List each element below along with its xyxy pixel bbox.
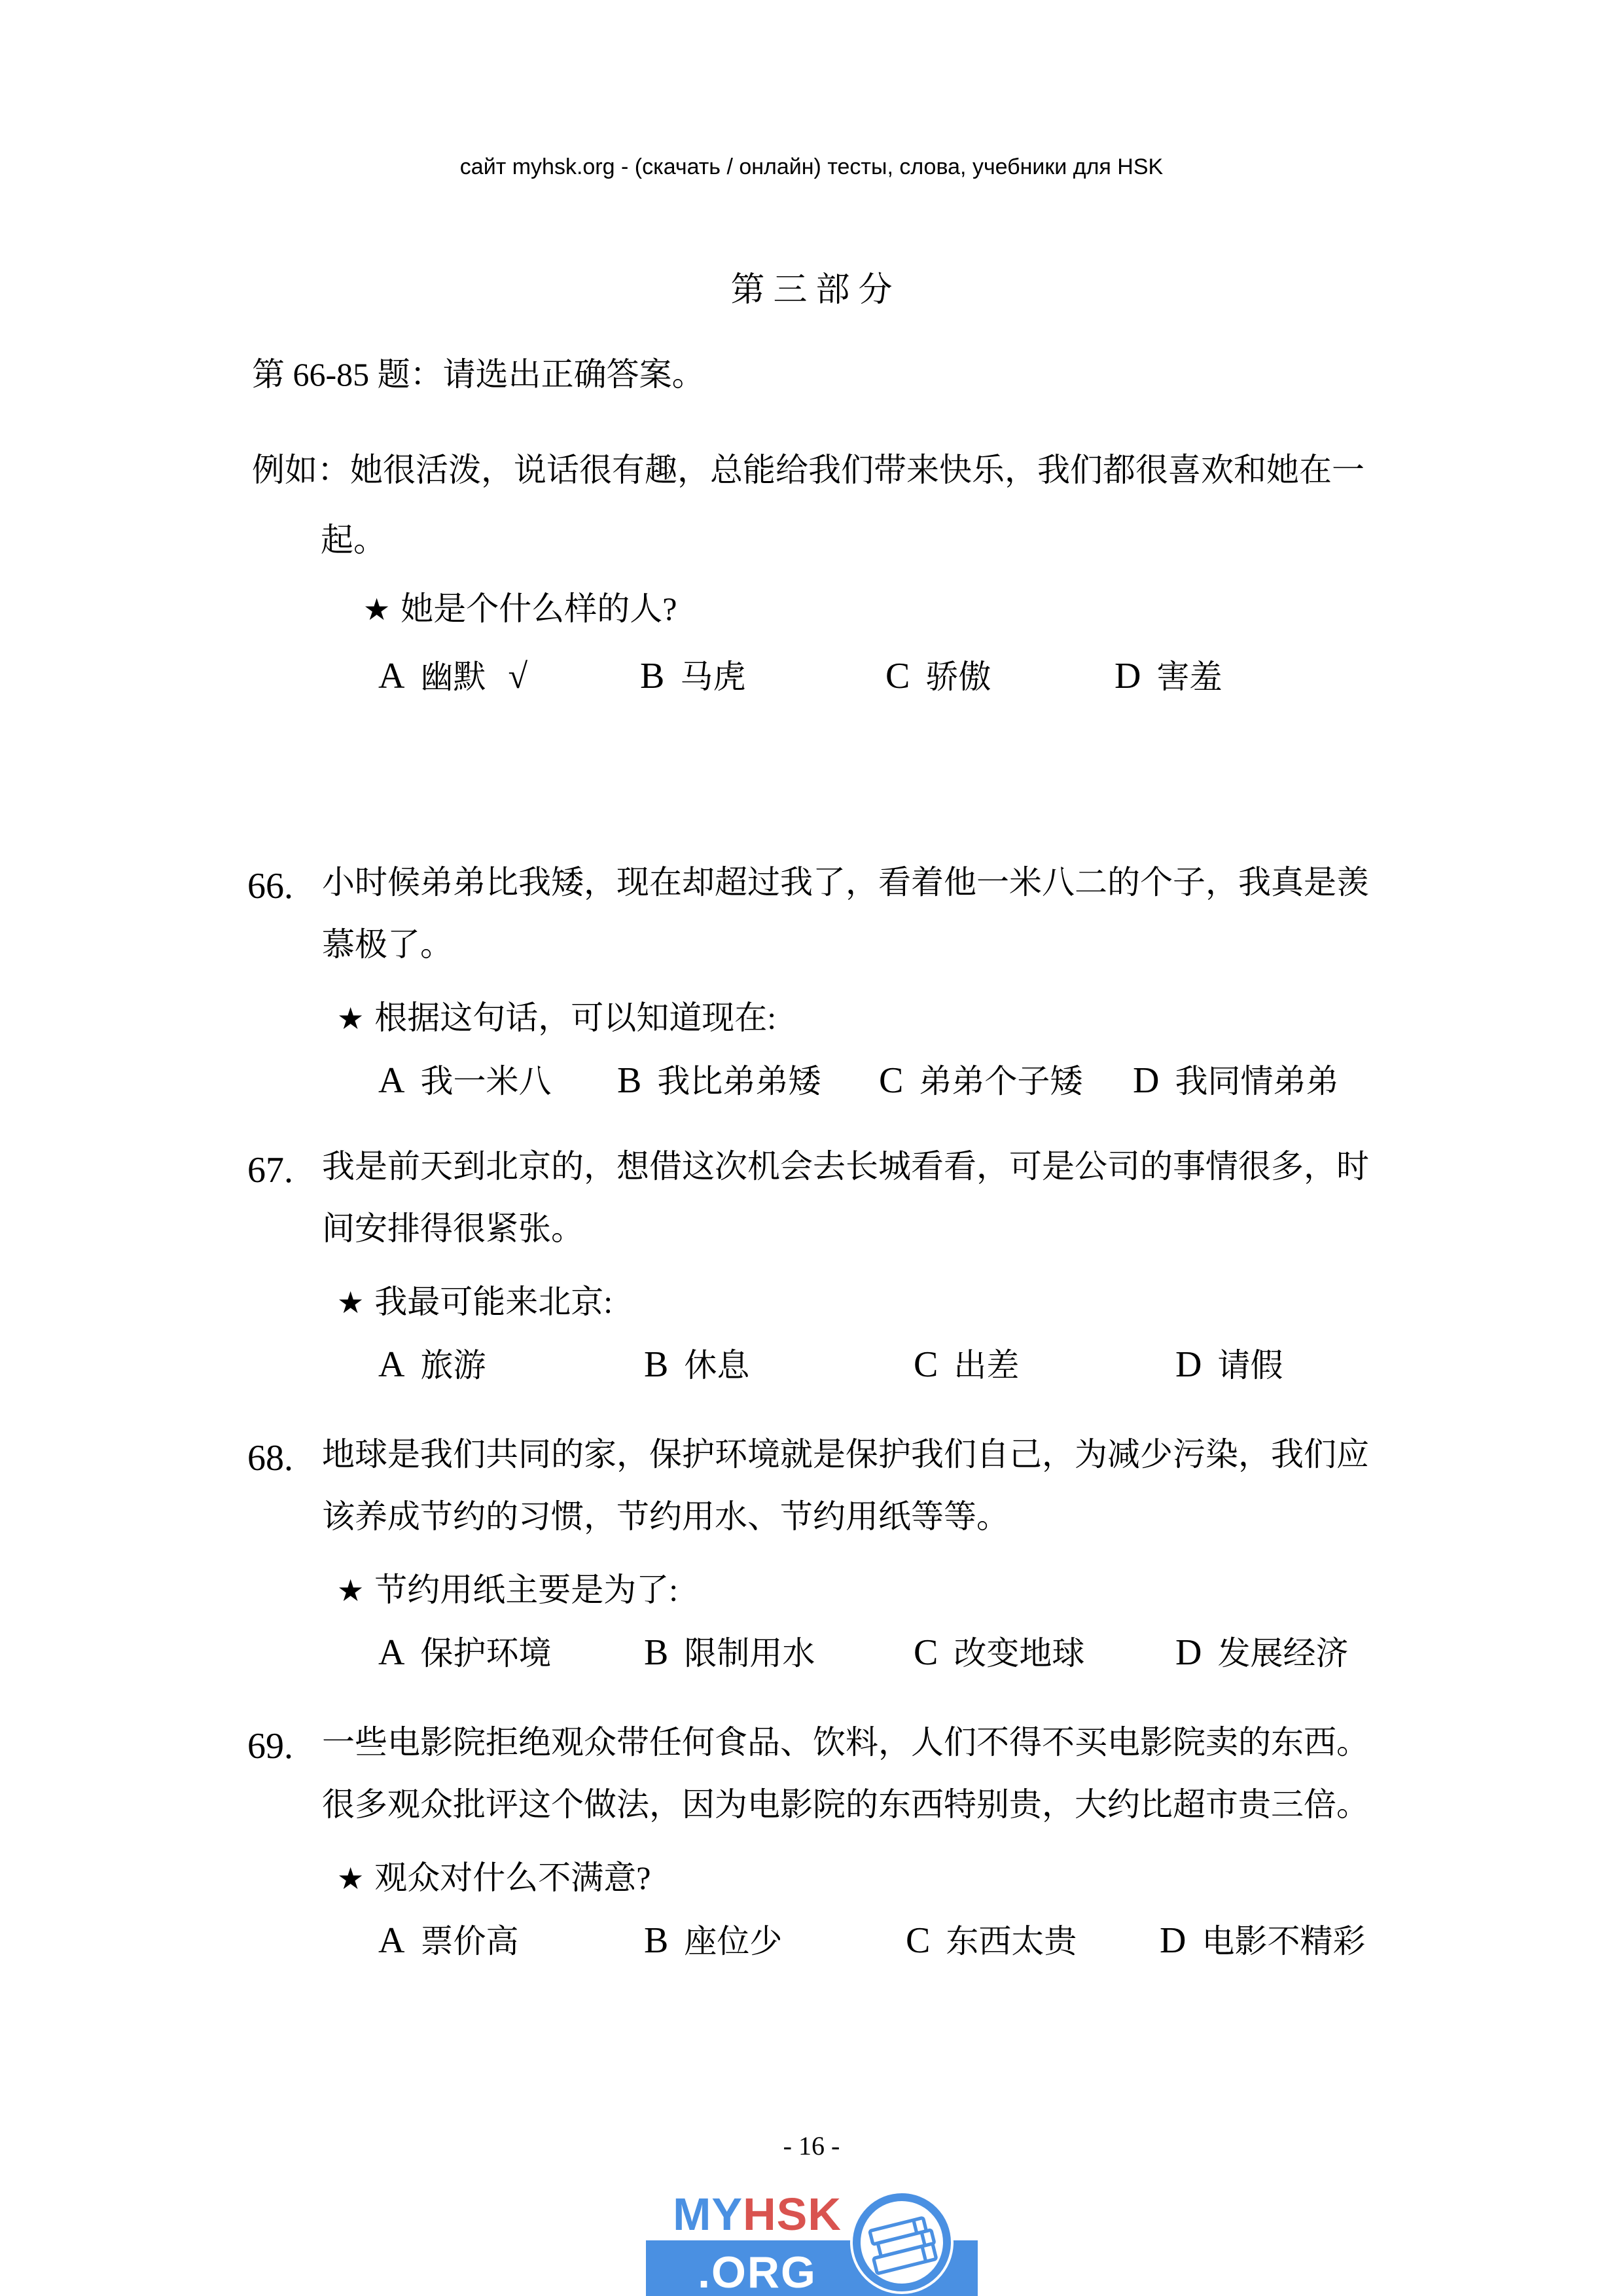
option-letter: D <box>1175 1344 1202 1385</box>
option-letter: A <box>378 1920 405 1961</box>
option-c <box>879 1055 1133 1102</box>
option-c <box>906 1915 1160 1962</box>
option-letter: B <box>617 1060 642 1101</box>
option-text: 我一米八 <box>420 1063 552 1100</box>
option-b <box>644 1339 914 1386</box>
option-letter: A <box>378 1344 405 1385</box>
options-row <box>378 1055 1412 1102</box>
question-number: 69. <box>247 1726 293 1767</box>
example-text-line2: 起。 <box>321 522 386 558</box>
option-text: 休息 <box>684 1347 750 1384</box>
option-b <box>640 651 885 698</box>
option-c <box>885 651 1115 698</box>
sub-question-line <box>337 1276 613 1323</box>
sub-question: 我最可能来北京: <box>374 1283 613 1320</box>
option-text: 座位少 <box>684 1923 783 1960</box>
sub-question-line <box>337 992 776 1039</box>
section-instruction: 第 66-85 题：请选出正确答案。 <box>252 356 705 393</box>
option-letter: A <box>378 1060 405 1101</box>
option-c <box>914 1339 1175 1386</box>
option-d <box>1175 1627 1412 1674</box>
options-row <box>378 1915 1412 1962</box>
options-row <box>378 1627 1412 1674</box>
option-text: 幽默 <box>420 658 486 695</box>
option-text: 请假 <box>1217 1347 1283 1384</box>
option-letter: B <box>640 656 665 696</box>
option-text: 出差 <box>954 1347 1020 1384</box>
question-text-line2: 很多观众批评这个做法，因为电影院的东西特别贵，大约比超市贵三倍。 <box>322 1786 1369 1823</box>
option-text: 骄傲 <box>925 658 991 695</box>
option-a <box>378 1055 617 1102</box>
star-icon: ★ <box>363 593 391 626</box>
option-text: 保护环境 <box>420 1635 552 1672</box>
option-text: 我同情弟弟 <box>1175 1063 1339 1100</box>
example-sub-question: 她是个什么样的人? <box>401 590 677 627</box>
option-letter: D <box>1160 1920 1186 1961</box>
option-d <box>1115 651 1412 698</box>
question-text-line2: 慕极了。 <box>322 926 453 963</box>
example-text-line1: 例如：她很活泼，说话很有趣，总能给我们带来快乐，我们都很喜欢和她在一 <box>252 452 1364 488</box>
star-icon: ★ <box>337 1574 365 1607</box>
option-letter: B <box>644 1920 669 1961</box>
section-title: 第 三 部 分 <box>730 272 893 309</box>
logo-hsk-text: HSK <box>743 2189 842 2240</box>
option-text: 弟弟个子矮 <box>919 1063 1083 1100</box>
option-letter: C <box>906 1920 931 1961</box>
question-text-line2: 该养成节约的习惯，节约用水、节约用纸等等。 <box>322 1498 1009 1535</box>
option-letter: D <box>1115 656 1141 696</box>
sub-question: 根据这句话，可以知道现在: <box>374 999 777 1036</box>
option-letter: B <box>644 1632 669 1673</box>
star-icon: ★ <box>337 1862 365 1895</box>
sub-question: 节约用纸主要是为了: <box>374 1571 679 1608</box>
option-b <box>644 1915 906 1962</box>
option-a <box>378 651 640 698</box>
correct-checkmark-icon: √ <box>508 656 528 696</box>
option-text: 旅游 <box>420 1347 486 1384</box>
option-letter: C <box>879 1060 904 1101</box>
option-letter: A <box>378 1632 405 1673</box>
option-a <box>378 1627 644 1674</box>
option-letter: C <box>914 1344 938 1385</box>
question-text-line1: 小时候弟弟比我矮，现在却超过我了，看着他一米八二的个子，我真是羡 <box>322 864 1369 901</box>
option-text: 我比弟弟矮 <box>657 1063 821 1100</box>
options-row <box>378 1339 1412 1386</box>
logo-books-circle <box>850 2191 954 2294</box>
star-icon: ★ <box>337 1286 365 1319</box>
logo-org-text: .ORG <box>698 2248 817 2296</box>
question-text-line1: 一些电影院拒绝观众带任何食品、饮料，人们不得不买电影院卖的东西。 <box>322 1724 1369 1761</box>
option-text: 限制用水 <box>684 1635 815 1672</box>
books-icon <box>853 2193 951 2291</box>
option-d <box>1175 1339 1412 1386</box>
option-letter: A <box>378 656 405 696</box>
option-text: 改变地球 <box>954 1635 1085 1672</box>
option-letter: D <box>1133 1060 1160 1101</box>
question-number: 67. <box>247 1150 293 1191</box>
option-d <box>1133 1055 1412 1102</box>
example-options-row <box>378 651 1412 698</box>
question-text-line1: 我是前天到北京的，想借这次机会去长城看看，可是公司的事情很多，时 <box>322 1148 1369 1185</box>
sub-question: 观众对什么不满意? <box>374 1859 651 1896</box>
logo-wordmark <box>646 2188 868 2240</box>
option-text: 东西太贵 <box>946 1923 1077 1960</box>
question-number: 68. <box>247 1438 293 1479</box>
site-header: сайт myhsk.org - (скачать / онлайн) тесты, слова, учебники для HSK <box>459 154 1164 179</box>
logo-my-text: MY <box>673 2189 743 2240</box>
option-b <box>617 1055 879 1102</box>
star-icon: ★ <box>337 1002 365 1035</box>
option-c <box>914 1627 1175 1674</box>
option-letter: C <box>914 1632 938 1673</box>
question-number: 66. <box>247 866 293 906</box>
sub-question-line <box>337 1852 651 1899</box>
myhsk-logo <box>646 2191 978 2296</box>
option-d <box>1160 1915 1412 1962</box>
option-a <box>378 1339 644 1386</box>
option-letter: C <box>885 656 910 696</box>
question-text-line2: 间安排得很紧张。 <box>322 1210 584 1247</box>
option-letter: B <box>644 1344 669 1385</box>
option-text: 发展经济 <box>1217 1635 1349 1672</box>
page-number: - 16 - <box>783 2131 840 2161</box>
option-text: 票价高 <box>420 1923 519 1960</box>
question-text-line1: 地球是我们共同的家，保护环境就是保护我们自己，为减少污染，我们应 <box>322 1436 1369 1473</box>
option-b <box>644 1627 914 1674</box>
option-text: 害羞 <box>1156 658 1222 695</box>
option-text: 马虎 <box>680 658 746 695</box>
option-text: 电影不精彩 <box>1202 1923 1366 1960</box>
option-a <box>378 1915 644 1962</box>
option-letter: D <box>1175 1632 1202 1673</box>
example-sub-question-line <box>363 583 677 630</box>
sub-question-line <box>337 1564 678 1611</box>
